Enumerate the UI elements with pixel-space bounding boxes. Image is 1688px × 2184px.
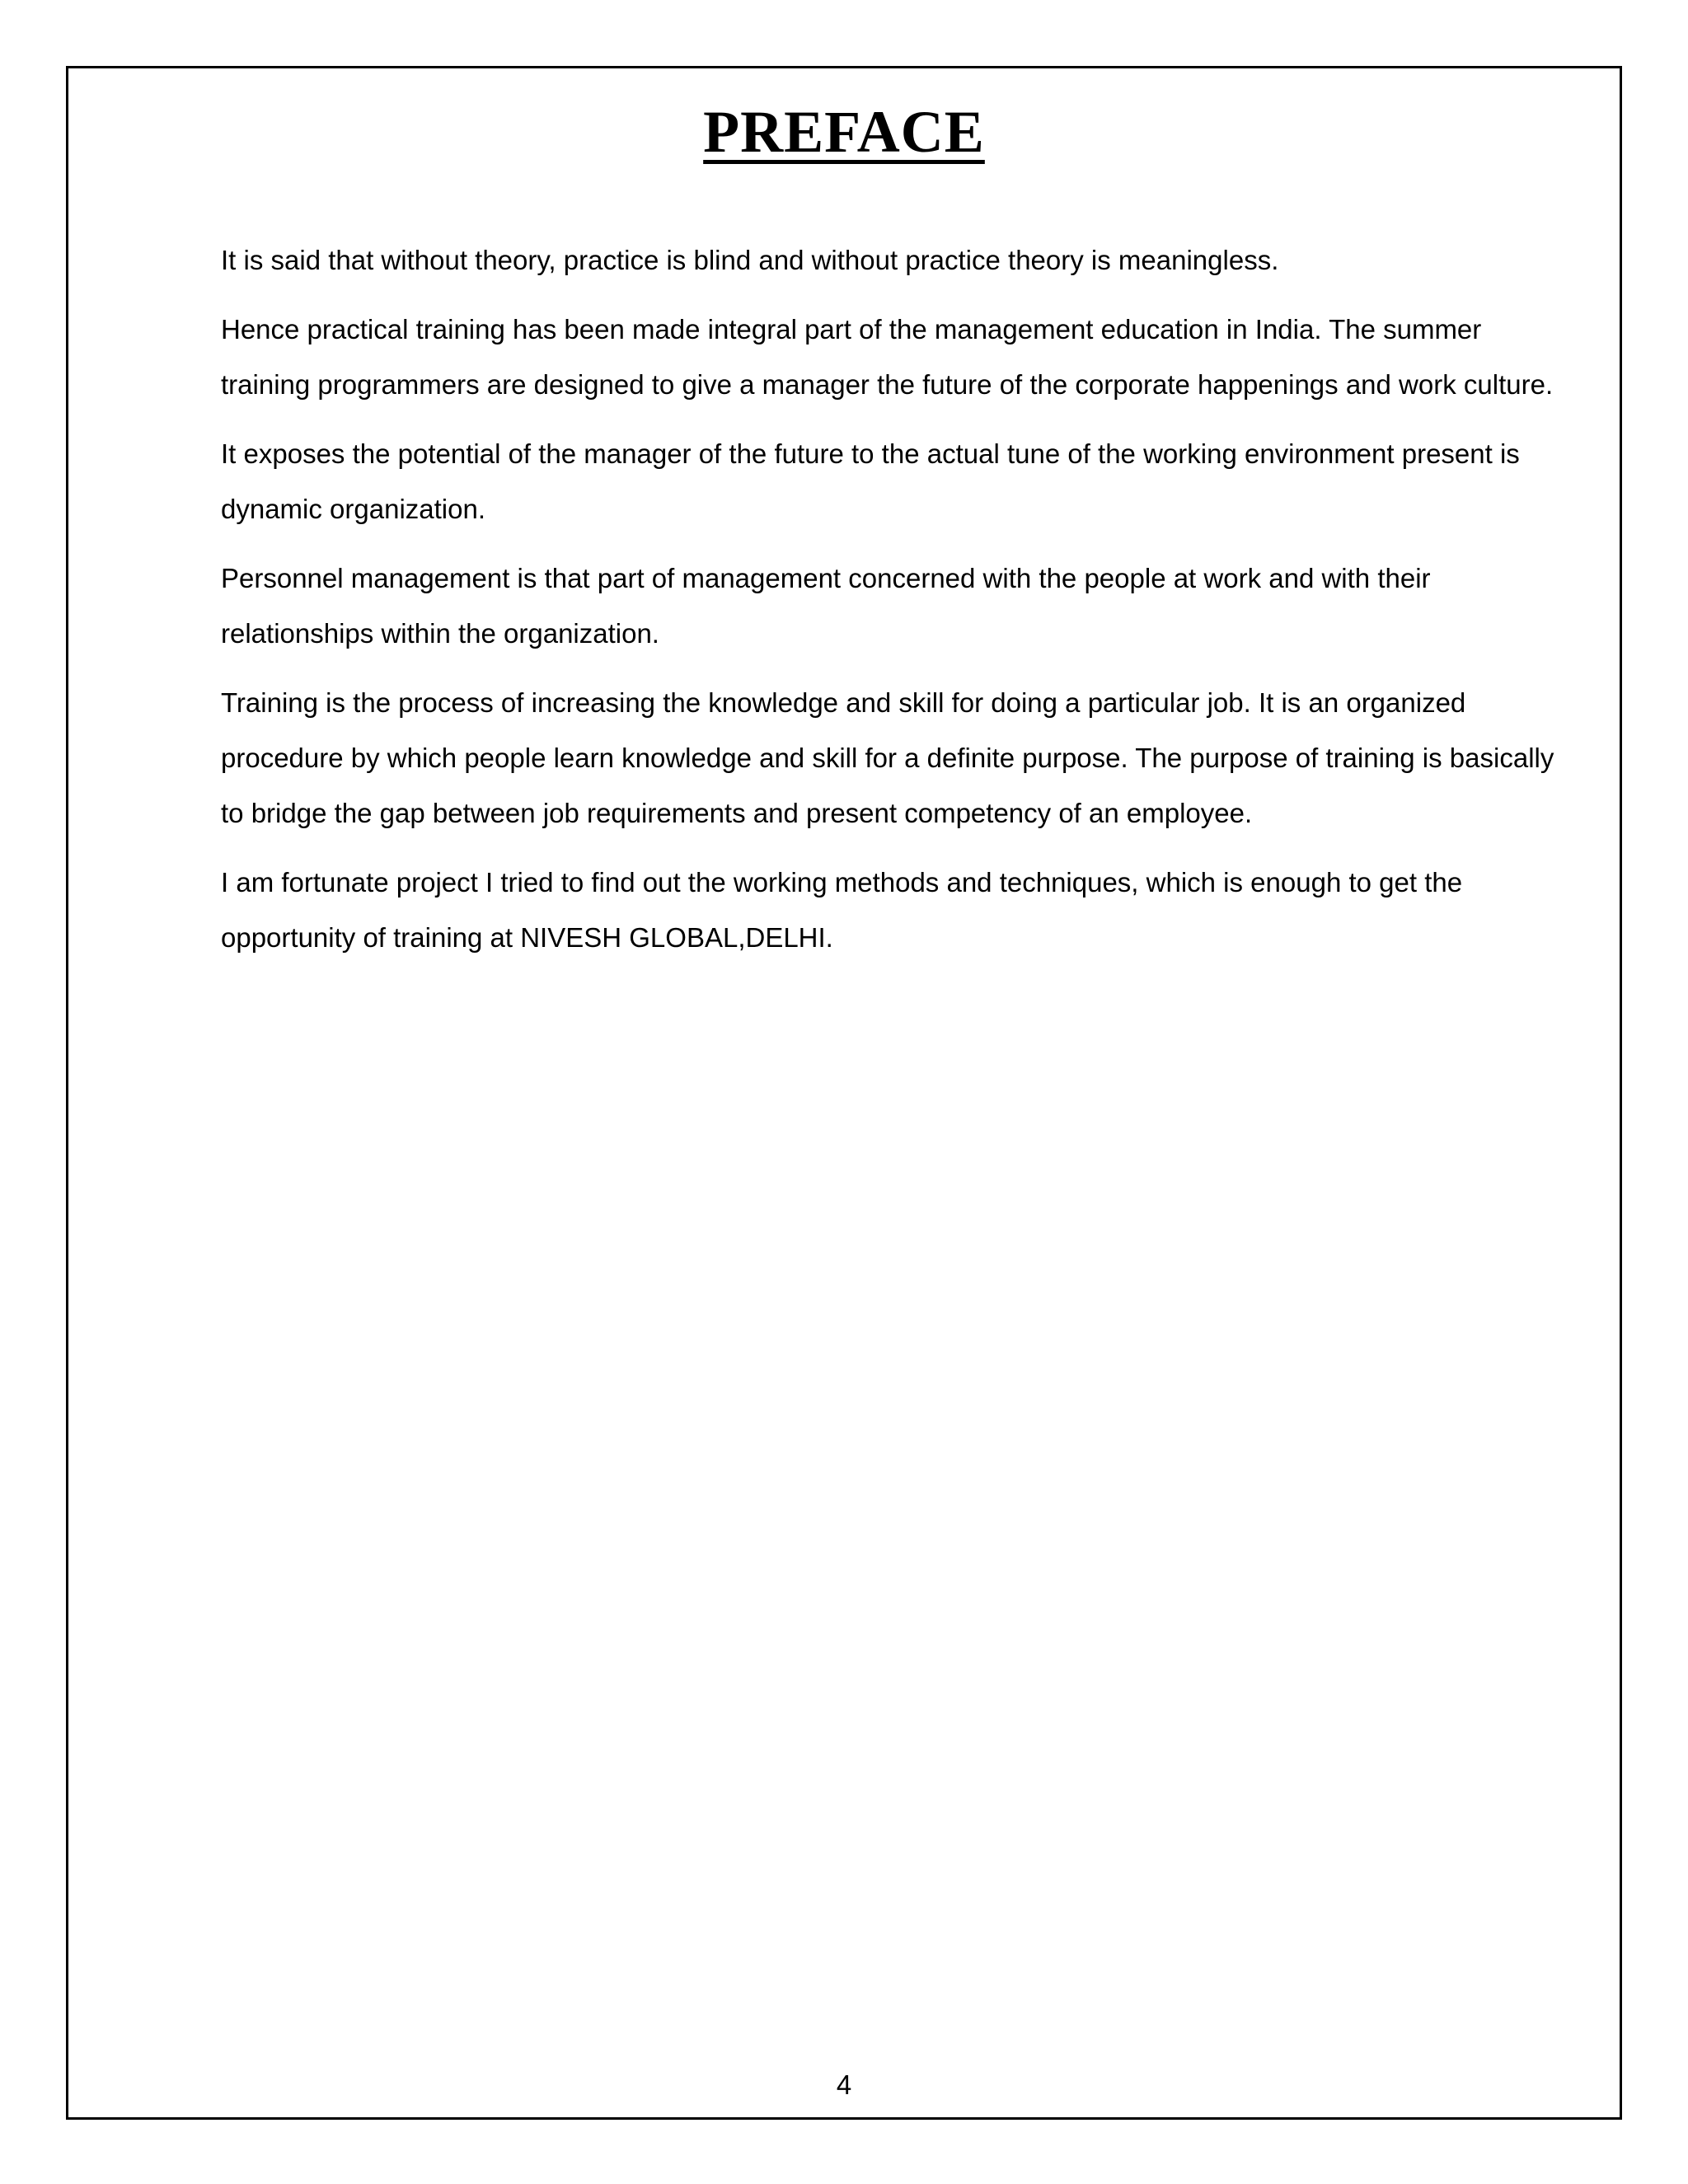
- page-title-text: PREFACE: [703, 99, 985, 165]
- paragraph-6: I am fortunate project I tried to find out the working methods and techniques, which is enough to get the opportunity of training at NIVESH GLOBAL,DELHI.: [221, 867, 1463, 953]
- preface-body: [221, 232, 1564, 979]
- paragraph-2: Hence practical training has been made integral part of the management education in India. The summer training programmers are designed to give a manager the future of the corporate happenings and work culture.: [221, 314, 1554, 400]
- paragraph-1: It is said that without theory, practice is blind and without practice theory is meaningless.: [221, 245, 1279, 275]
- page-number: 4: [836, 2069, 852, 2100]
- paragraph-3: It exposes the potential of the manager of the future to the actual tune of the working environment present is dynamic organization.: [221, 438, 1520, 524]
- paragraph-4: Personnel management is that part of management concerned with the people at work and with their relationships within the organization.: [221, 563, 1431, 649]
- page-title: [0, 97, 1688, 166]
- paragraph-5: Training is the process of increasing the knowledge and skill for doing a particular job. It is an organized procedure by which people learn knowledge and skill for a definite purpose. The purpose of training is basically to bridge the gap between job requirements and present competency of an employee.: [221, 687, 1554, 828]
